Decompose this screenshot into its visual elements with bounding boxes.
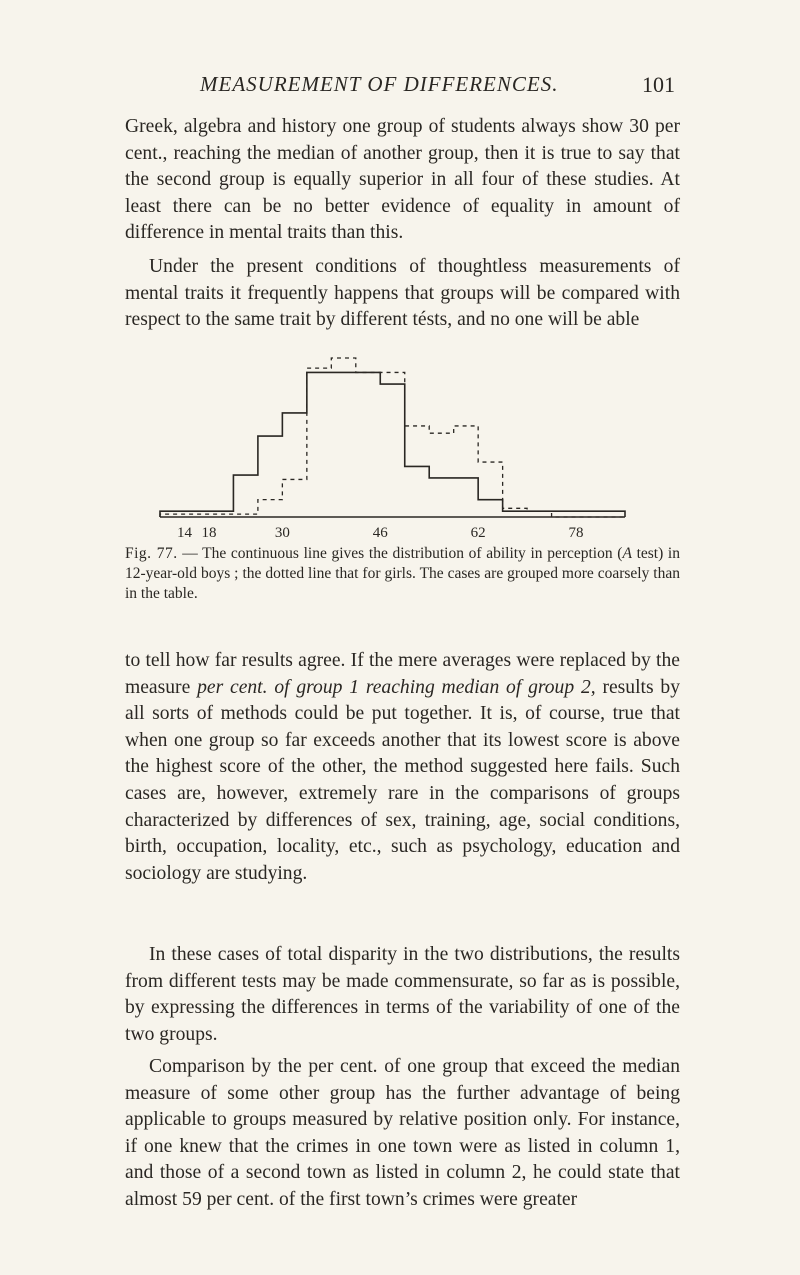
- paragraph-1: Greek, algebra and history one group of students always show 30 per cent., reaching the median of another group, then it is true to say that the second group is equally superior in all four of these studies. At least there can be no better evidence of equality in amount of difference in mental traits than this.: [125, 116, 680, 244]
- paragraph-3-start: to tell how far results agree. If the mere averages were replaced by the measure: [125, 650, 680, 698]
- page-header: [0, 72, 800, 102]
- series-line-dotted: [160, 358, 625, 517]
- paragraph-5: Comparison by the per cent. of one group that exceed the median measure of some other group has the further advantage of being applicable to groups measured by relative position only. For instance, if one knew that the crimes in one town were as listed in column 1, and those of a second town as listed in column 2, he could state that almost 59 per cent. of the first town’s crimes were greater: [125, 1056, 680, 1210]
- figure-caption: [125, 544, 680, 604]
- x-tick-label: 30: [274, 525, 290, 541]
- x-tick-label: 62: [470, 525, 486, 541]
- x-tick-label: 78: [568, 525, 584, 541]
- paragraph-4: In these cases of total disparity in the two distributions, the results from different tests may be made commensurate, so far as is possible, by expressing the differences in terms of the variability of one of the two groups.: [125, 944, 680, 1045]
- running-title: MEASUREMENT OF DIFFERENCES.: [200, 72, 559, 96]
- page-number: 101: [642, 72, 675, 97]
- series-line-solid: [160, 372, 625, 517]
- paragraph-2: Under the present conditions of thoughtless measurements of mental traits it frequently happens that groups will be compared with respect to the same trait by different tésts, and no one will be able: [125, 256, 680, 331]
- figure-label: Fig. 77.: [125, 545, 178, 562]
- figure-77: [125, 352, 680, 642]
- paragraph-3: [125, 648, 680, 887]
- x-tick-label: 46: [372, 525, 388, 541]
- caption-italic-test: A: [622, 545, 632, 562]
- caption-text-a: — The continuous line gives the distribution of ability in perception (: [177, 545, 623, 562]
- x-tick-label: 18: [201, 525, 217, 541]
- caption-text-b: test) in 12-year-old boys ; the dotted line that for girls. The cases are grouped more coarsely than in the table.: [125, 545, 680, 602]
- paragraph-3-end: results by all sorts of methods could be put together. It is, of course, true that when one group so far exceeds another that its lowest score is above the highest score of the other, the method suggested here fails. Such cases are, however, extremely rare in the comparisons of groups characterized by differences of sex, training, age, social conditions, birth, occupation, locality, etc., such as psychology, education and sociology are studying.: [125, 676, 680, 884]
- x-tick-label: 14: [176, 525, 192, 541]
- paragraph-3-emphasis: per cent. of group 1 reaching median of group 2,: [197, 676, 596, 698]
- distribution-chart: [125, 352, 680, 542]
